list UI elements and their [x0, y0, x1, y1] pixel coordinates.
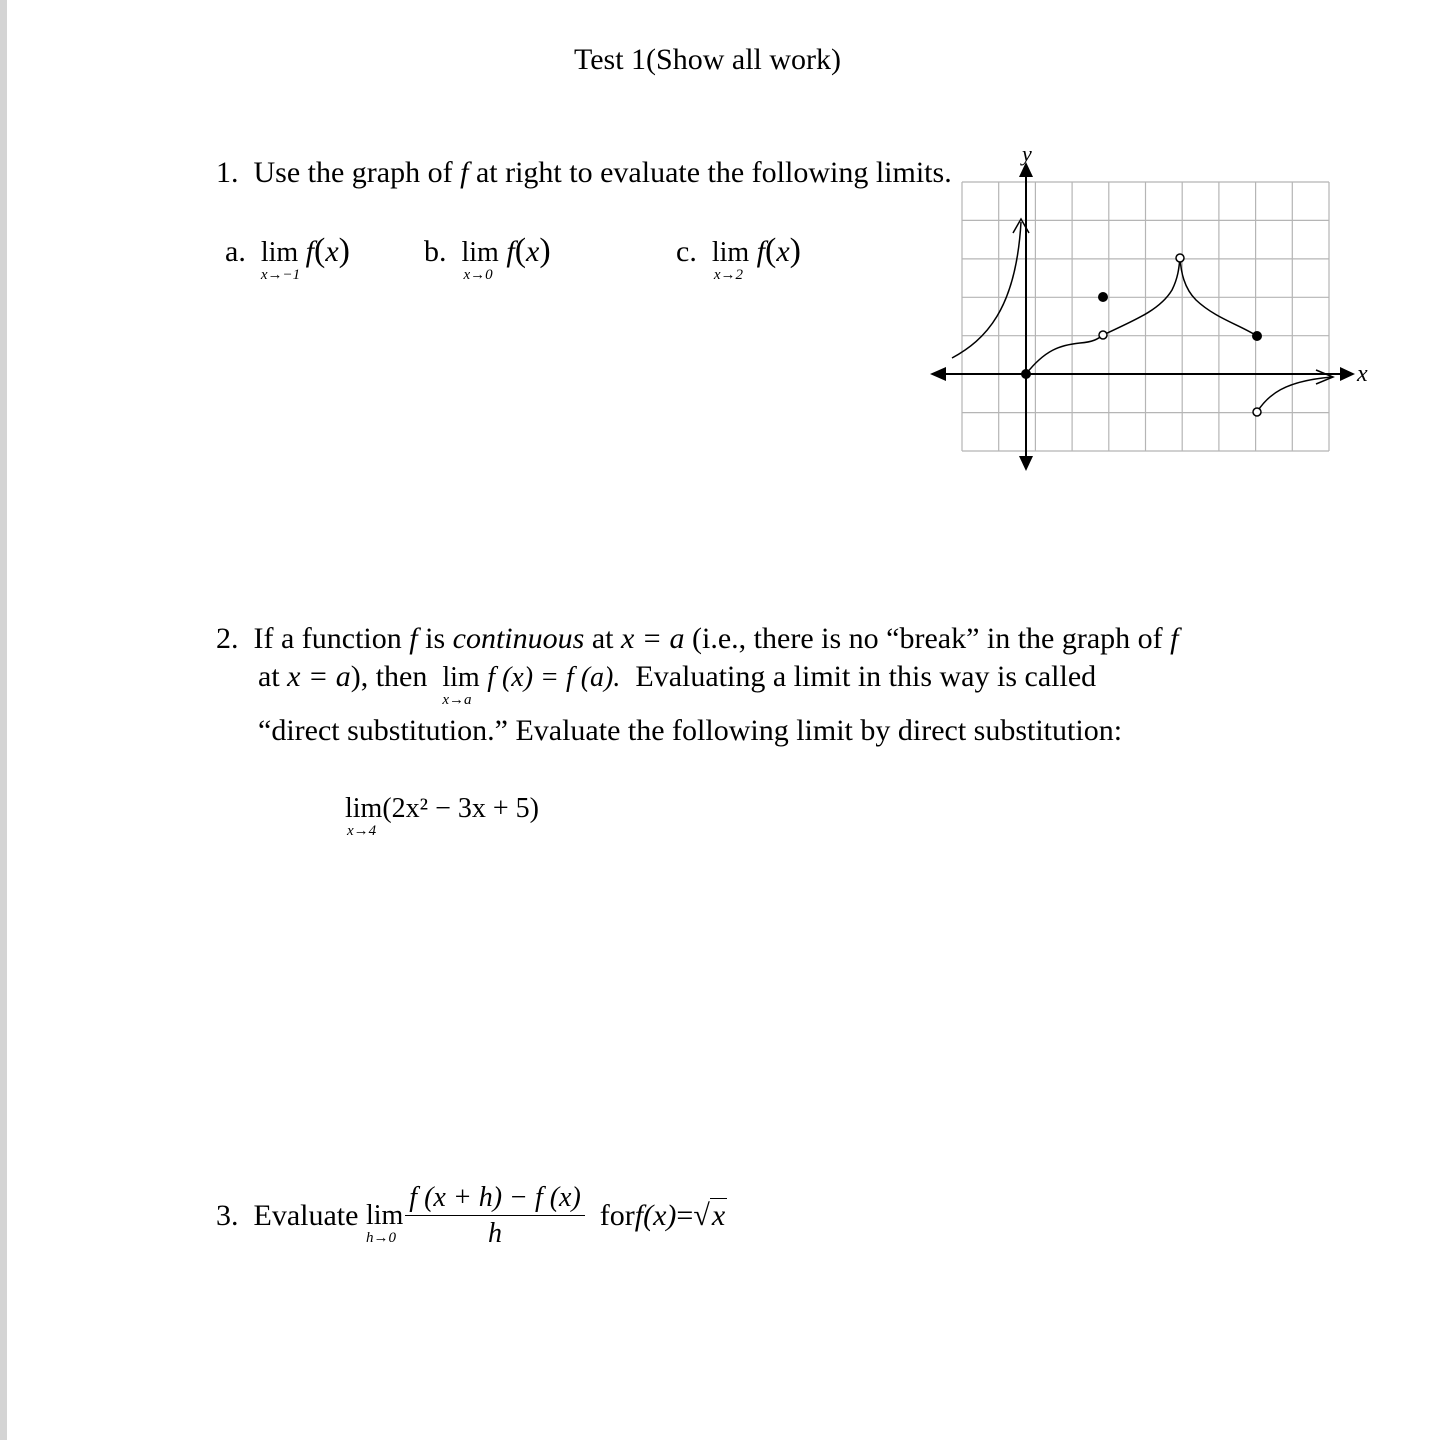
x-axis-right-arrow — [1340, 367, 1355, 381]
lim-word: lim — [711, 237, 750, 268]
fraction-denominator: h — [488, 1218, 503, 1249]
func-f: f — [305, 235, 315, 268]
lim-word: lim — [345, 793, 383, 824]
q2-text: at — [258, 660, 288, 693]
x-axis-left-arrow — [930, 367, 946, 381]
open-point-at-x2 — [1099, 331, 1107, 339]
closed-point-origin — [1021, 369, 1031, 379]
x-axis-label: x — [1357, 361, 1368, 387]
q2-text: Evaluating a limit in this way is called — [635, 660, 1097, 693]
lim-subscript: x→0 — [463, 267, 493, 283]
q2-text: If a function — [253, 622, 410, 655]
page-edge — [0, 0, 7, 1440]
q1-part-b-lim — [461, 237, 499, 283]
q3-number: 3. — [216, 1199, 239, 1232]
question-2-line-2 — [258, 660, 1097, 708]
open-point-at-x6 — [1253, 408, 1261, 416]
q2-f: f — [1170, 622, 1179, 655]
q1-text-a: Use the graph of — [253, 156, 461, 189]
question-2-line-3: “direct substitution.” Evaluate the following limit by direct substitution: — [258, 714, 1123, 747]
q2-text: is — [417, 622, 453, 655]
lim-subscript: x→4 — [347, 823, 377, 839]
q1-part-c: c. lim x→2 f(x) — [676, 232, 801, 283]
lim-word: lim — [365, 1200, 404, 1231]
curve-rise-to-cusp — [1103, 258, 1180, 335]
q1-part-a: a. lim x→−1 f(x) — [225, 232, 350, 283]
curve-middle — [1026, 335, 1103, 374]
fraction-numerator: f (x + h) − f (x) — [405, 1184, 585, 1216]
radicand: x — [711, 1199, 726, 1232]
q2-equation: x = a — [620, 622, 685, 655]
func-x: x — [325, 235, 339, 268]
radical-sign-icon: √ — [693, 1199, 710, 1232]
func-x: x — [776, 235, 790, 268]
lim-subscript: h→0 — [365, 1230, 396, 1246]
square-root — [693, 1201, 727, 1231]
q1-part-b: b. lim x→0 f(x) — [424, 232, 551, 283]
q1-part-b-label: b. — [424, 235, 447, 268]
q2-text: at — [584, 622, 621, 655]
q1-part-c-label: c. — [676, 235, 697, 268]
question-2-line-1 — [216, 624, 1179, 654]
func-f: f — [756, 235, 766, 268]
q3-lim — [365, 1200, 404, 1246]
open-point-cusp — [1176, 254, 1184, 262]
q2-limit-expression — [345, 793, 539, 839]
func-f: f — [506, 235, 515, 268]
q2-text: (i.e., there is no “break” in the graph of — [684, 622, 1171, 655]
q1-part-a-label: a. — [225, 235, 246, 268]
lim-word: lim — [260, 237, 299, 268]
q3-text: Evaluate — [253, 1199, 359, 1232]
page-title: Test 1(Show all work) — [574, 43, 842, 76]
q3-for: for — [599, 1199, 635, 1232]
q2-f: f — [409, 622, 418, 655]
q1-part-a-lim — [260, 237, 301, 283]
graph-grid — [962, 182, 1329, 451]
q2-continuous: continuous — [452, 622, 585, 655]
func-x: x — [526, 235, 540, 268]
closed-point-at-x2 — [1098, 292, 1108, 302]
question-1 — [216, 158, 952, 188]
lim-subscript: x→a — [442, 692, 472, 708]
q2-lim — [442, 662, 480, 708]
q2-polynomial: (2x² − 3x + 5) — [382, 793, 539, 824]
question-3 — [216, 1184, 727, 1248]
q1-part-c-lim — [711, 237, 750, 283]
q1-number: 1. — [216, 156, 239, 189]
q2-expr-lim — [345, 793, 383, 839]
y-axis-label: y — [1022, 141, 1032, 166]
q3-eq: = — [676, 1199, 694, 1232]
q3-fx: f(x) — [634, 1199, 677, 1232]
q2-equation: x = a — [287, 660, 351, 693]
lim-subscript: x→−1 — [260, 267, 301, 283]
difference-quotient — [405, 1184, 585, 1248]
closed-point-at-x6 — [1252, 331, 1262, 341]
q1-text-b: at right to evaluate the following limits. — [468, 156, 952, 189]
y-axis-down-arrow — [1019, 456, 1033, 471]
q2-text: ), then — [350, 660, 428, 693]
lim-subscript: x→2 — [713, 267, 743, 283]
q2-expression: f (x) = f (a). — [487, 662, 621, 693]
lim-word: lim — [442, 662, 480, 693]
lim-word: lim — [461, 237, 499, 268]
q1-f: f — [460, 156, 469, 189]
function-graph — [925, 140, 1385, 480]
q2-number: 2. — [216, 622, 239, 655]
